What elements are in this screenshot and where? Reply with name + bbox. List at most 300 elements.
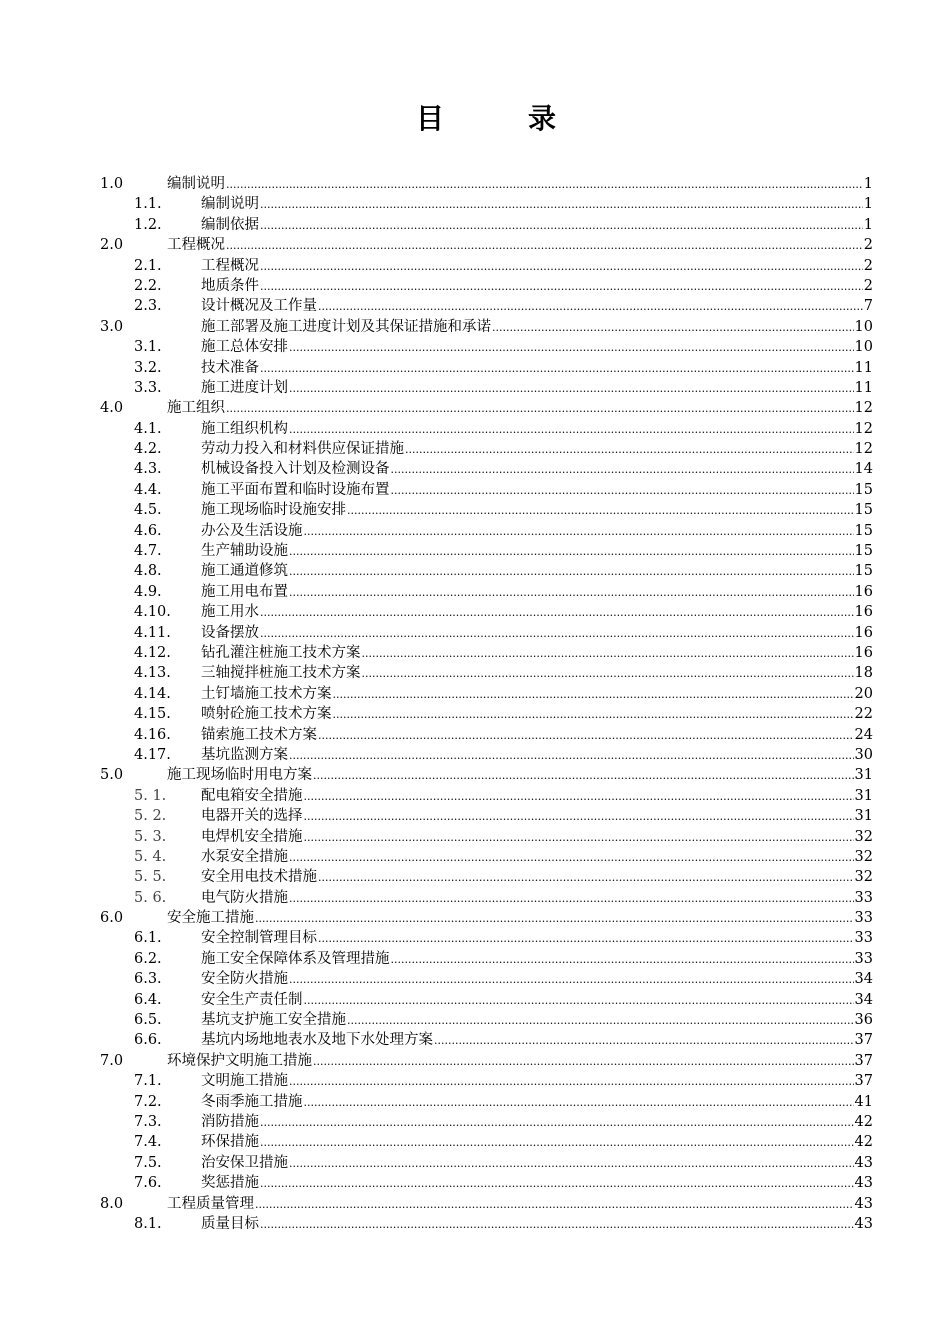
toc-dot-leader [391, 950, 854, 970]
toc-dot-leader [362, 664, 854, 684]
toc-entry-number: 3.0 [100, 318, 124, 335]
toc-entry[interactable] [0, 174, 950, 194]
toc-entry-page-number: 1 [863, 176, 873, 192]
toc-entry-body [201, 500, 873, 521]
toc-entry-label: 土钉墙施工技术方案 [201, 685, 332, 702]
toc-entry-label: 劳动力投入和材料供应保证措施 [201, 441, 404, 458]
toc-entry-body [167, 1194, 873, 1215]
toc-entry-label: 办公及生活设施 [201, 522, 303, 539]
toc-entry-body [201, 256, 873, 277]
toc-entry-body [201, 969, 873, 990]
toc-entry[interactable] [0, 215, 950, 235]
toc-entry[interactable] [0, 704, 950, 724]
toc-entry-label: 工程质量管理 [167, 1195, 254, 1212]
toc-entry-label: 施工部署及施工进度计划及其保证措施和承诺 [201, 318, 491, 335]
toc-entry-page-number: 33 [854, 889, 873, 906]
toc-entry-label: 安全施工措施 [167, 910, 254, 927]
toc-entry-label: 基坑监测方案 [201, 746, 288, 763]
toc-dot-leader [347, 501, 854, 521]
toc-entry-page-number: 16 [854, 624, 873, 641]
toc-entry-body [167, 174, 873, 195]
toc-dot-leader [260, 624, 854, 644]
toc-entry-body [201, 582, 873, 603]
toc-entry-label: 安全用电技术措施 [201, 869, 317, 886]
toc-entry[interactable] [0, 765, 950, 785]
toc-entry-label: 文明施工措施 [201, 1073, 288, 1090]
toc-entry-label: 治安保卫措施 [201, 1154, 288, 1171]
toc-dot-leader [289, 1072, 854, 1092]
toc-dot-leader [260, 277, 863, 297]
toc-entry-number: 1.1. [134, 196, 162, 213]
toc-dot-leader [289, 583, 854, 603]
toc-entry-page-number: 32 [854, 848, 873, 865]
toc-entry[interactable] [0, 419, 950, 439]
toc-entry[interactable] [0, 194, 950, 214]
toc-entry-body [201, 1173, 873, 1194]
toc-dot-leader [289, 420, 854, 440]
toc-entry[interactable] [0, 623, 950, 643]
toc-entry-page-number: 34 [854, 991, 873, 1008]
toc-entry[interactable] [0, 827, 950, 847]
toc-entry-body [201, 745, 873, 766]
toc-entry-label: 电器开关的选择 [201, 808, 303, 825]
toc-entry-label: 环保措施 [201, 1134, 259, 1151]
toc-dot-leader [260, 257, 863, 277]
toc-entry-body [201, 704, 873, 725]
toc-entry[interactable] [0, 990, 950, 1010]
toc-entry[interactable] [0, 1214, 950, 1234]
toc-entry[interactable] [0, 1153, 950, 1173]
toc-entry-page-number: 33 [854, 930, 873, 947]
toc-entry-body [201, 847, 873, 868]
toc-entry-number: 4.10. [134, 604, 171, 621]
toc-entry-page-number: 2 [863, 257, 873, 274]
toc-entry-label: 环境保护文明施工措施 [167, 1052, 312, 1069]
toc-entry-number: 5. 3. [134, 828, 167, 845]
toc-dot-leader [333, 685, 854, 705]
toc-entry-label: 施工现场临时设施安排 [201, 502, 346, 519]
toc-entry-label: 编制说明 [167, 176, 225, 192]
toc-entry[interactable] [0, 276, 950, 296]
toc-entry-page-number: 37 [854, 1032, 873, 1049]
toc-entry[interactable] [0, 521, 950, 541]
title-char-1: 目 [416, 102, 445, 135]
toc-entry-number: 6.0 [100, 910, 124, 927]
toc-entry-page-number: 12 [854, 400, 873, 417]
toc-entry-body [201, 1112, 873, 1133]
toc-entry-body [201, 1010, 873, 1031]
toc-entry-label: 锚索施工技术方案 [201, 726, 317, 743]
toc-entry-body [201, 1071, 873, 1092]
toc-entry-number: 7.5. [134, 1154, 162, 1171]
toc-entry-body [201, 194, 873, 215]
toc-dot-leader [289, 542, 854, 562]
toc-entry-page-number: 16 [854, 644, 873, 661]
toc-entry-body [201, 296, 873, 317]
toc-entry-page-number: 22 [854, 706, 873, 723]
toc-entry-number: 3.3. [134, 379, 162, 396]
toc-entry-label: 编制说明 [201, 196, 259, 213]
toc-entry[interactable] [0, 684, 950, 704]
toc-entry-label: 配电箱安全措施 [201, 787, 303, 804]
toc-entry-label: 水泵安全措施 [201, 848, 288, 865]
toc-entry-label: 编制依据 [201, 216, 259, 233]
table-of-contents [0, 174, 950, 1234]
toc-entry-page-number: 43 [854, 1175, 873, 1192]
toc-entry-page-number: 15 [854, 481, 873, 498]
toc-entry-page-number: 34 [854, 971, 873, 988]
toc-entry-number: 6.2. [134, 950, 162, 967]
toc-entry[interactable] [0, 541, 950, 561]
toc-entry-page-number: 15 [854, 543, 873, 560]
toc-entry-body [201, 276, 873, 297]
toc-entry-page-number: 42 [854, 1134, 873, 1151]
toc-entry[interactable] [0, 561, 950, 581]
toc-entry-number: 4.7. [134, 543, 162, 560]
toc-entry[interactable] [0, 296, 950, 316]
toc-entry-body [201, 1132, 873, 1153]
toc-entry-number: 4.3. [134, 461, 162, 478]
toc-dot-leader [260, 603, 854, 623]
toc-entry-number: 5. 5. [134, 869, 167, 886]
toc-entry-number: 4.8. [134, 563, 162, 580]
toc-entry-body [201, 867, 873, 888]
toc-entry-page-number: 2 [863, 277, 873, 294]
toc-entry-number: 7.6. [134, 1175, 162, 1192]
toc-dot-leader [289, 1154, 854, 1174]
toc-entry-number: 7.4. [134, 1134, 162, 1151]
toc-entry[interactable] [0, 1092, 950, 1112]
toc-entry-number: 4.1. [134, 420, 162, 437]
toc-entry-label: 基坑支护施工安全措施 [201, 1012, 346, 1029]
toc-entry-number: 3.2. [134, 359, 162, 376]
toc-dot-leader [260, 1133, 854, 1153]
toc-entry-page-number: 10 [854, 318, 873, 335]
toc-entry[interactable] [0, 908, 950, 928]
toc-entry-page-number: 30 [854, 746, 873, 763]
toc-entry-number: 4.4. [134, 481, 162, 498]
toc-dot-leader [391, 460, 854, 480]
toc-entry-number: 4.2. [134, 441, 162, 458]
toc-entry-page-number: 16 [854, 604, 873, 621]
toc-entry[interactable] [0, 378, 950, 398]
toc-dot-leader [260, 216, 863, 236]
toc-dot-leader [434, 1031, 854, 1051]
toc-entry-label: 安全生产责任制 [201, 991, 303, 1008]
toc-entry-label: 施工组织机构 [201, 420, 288, 437]
toc-entry-body [201, 663, 873, 684]
toc-entry-number: 3.1. [134, 339, 162, 356]
toc-entry-label: 技术准备 [201, 359, 259, 376]
toc-entry-body [201, 439, 873, 460]
toc-dot-leader [304, 828, 854, 848]
toc-entry-body [201, 949, 873, 970]
toc-entry-page-number: 12 [854, 420, 873, 437]
toc-entry-body [201, 623, 873, 644]
toc-dot-leader [260, 1215, 854, 1235]
toc-dot-leader [362, 644, 854, 664]
toc-entry-body [201, 806, 873, 827]
toc-entry[interactable] [0, 1194, 950, 1214]
toc-dot-leader [304, 522, 854, 542]
toc-entry-number: 4.13. [134, 665, 171, 682]
toc-entry-body [167, 1051, 873, 1072]
toc-entry[interactable] [0, 725, 950, 745]
toc-entry-number: 5.0 [100, 767, 124, 784]
toc-entry-number: 4.11. [134, 624, 171, 641]
toc-dot-leader [313, 766, 854, 786]
toc-entry-page-number: 32 [854, 869, 873, 886]
toc-entry-body [201, 215, 873, 236]
toc-dot-leader [304, 991, 854, 1011]
toc-entry-label: 施工总体安排 [201, 339, 288, 356]
toc-entry-number: 6.4. [134, 991, 162, 1008]
toc-entry-number: 4.16. [134, 726, 171, 743]
toc-entry-page-number: 15 [854, 502, 873, 519]
toc-entry[interactable] [0, 1173, 950, 1193]
toc-entry-body [167, 765, 873, 786]
toc-entry[interactable] [0, 663, 950, 683]
toc-entry-number: 5. 1. [134, 787, 167, 804]
toc-entry-body [201, 561, 873, 582]
toc-entry[interactable] [0, 867, 950, 887]
toc-entry[interactable] [0, 1071, 950, 1091]
toc-entry-number: 4.17. [134, 746, 171, 763]
toc-dot-leader [255, 1195, 854, 1215]
toc-entry-page-number: 15 [854, 522, 873, 539]
toc-dot-leader [289, 338, 854, 358]
toc-entry-number: 1.2. [134, 216, 162, 233]
toc-entry-body [201, 990, 873, 1011]
toc-entry-body [201, 521, 873, 542]
toc-entry-number: 4.14. [134, 685, 171, 702]
toc-dot-leader [226, 399, 854, 419]
toc-entry-number: 8.0 [100, 1195, 124, 1212]
toc-entry-body [201, 358, 873, 379]
toc-dot-leader [289, 562, 854, 582]
toc-entry-label: 设计概况及工作量 [201, 298, 317, 315]
toc-entry-label: 生产辅助设施 [201, 543, 288, 560]
toc-entry-number: 5. 6. [134, 889, 167, 906]
toc-entry-body [201, 480, 873, 501]
toc-entry-number: 7.0 [100, 1052, 124, 1069]
toc-entry-number: 5. 4. [134, 848, 167, 865]
toc-entry-page-number: 41 [854, 1093, 873, 1110]
toc-entry-number: 2.3. [134, 298, 162, 315]
toc-entry-page-number: 31 [854, 767, 873, 784]
toc-entry[interactable] [0, 358, 950, 378]
toc-entry-number: 8.1. [134, 1215, 162, 1232]
toc-entry-page-number: 33 [854, 950, 873, 967]
toc-entry[interactable] [0, 459, 950, 479]
toc-entry[interactable] [0, 643, 950, 663]
toc-dot-leader [318, 297, 863, 317]
toc-entry-page-number: 10 [854, 339, 873, 356]
toc-entry-number: 1.0 [100, 176, 124, 192]
toc-entry-number: 4.5. [134, 502, 162, 519]
toc-dot-leader [289, 379, 854, 399]
toc-entry-label: 安全防火措施 [201, 971, 288, 988]
toc-entry-label: 基坑内场地地表水及地下水处理方案 [201, 1032, 433, 1049]
toc-entry-page-number: 12 [854, 441, 873, 458]
toc-entry-page-number: 32 [854, 828, 873, 845]
toc-entry-body [201, 378, 873, 399]
toc-entry-label: 施工进度计划 [201, 379, 288, 396]
toc-entry-body [201, 786, 873, 807]
toc-dot-leader [289, 746, 854, 766]
toc-entry[interactable] [0, 786, 950, 806]
toc-entry[interactable] [0, 888, 950, 908]
toc-entry-number: 4.9. [134, 583, 162, 600]
toc-entry[interactable] [0, 480, 950, 500]
toc-entry-label: 施工平面布置和临时设施布置 [201, 481, 390, 498]
toc-dot-leader [289, 848, 854, 868]
toc-entry-page-number: 37 [854, 1073, 873, 1090]
toc-entry[interactable] [0, 398, 950, 418]
toc-dot-leader [304, 807, 854, 827]
toc-entry-body [201, 1214, 873, 1235]
toc-entry[interactable] [0, 969, 950, 989]
toc-entry-label: 三轴搅拌桩施工技术方案 [201, 665, 361, 682]
toc-entry[interactable] [0, 806, 950, 826]
toc-entry-label: 工程概况 [167, 237, 225, 254]
toc-entry-label: 施工现场临时用电方案 [167, 767, 312, 784]
toc-entry-body [201, 827, 873, 848]
toc-entry-body [201, 317, 873, 338]
toc-entry[interactable] [0, 337, 950, 357]
toc-entry-body [201, 1153, 873, 1174]
toc-entry-number: 4.15. [134, 706, 171, 723]
toc-entry[interactable] [0, 317, 950, 337]
toc-entry[interactable] [0, 1132, 950, 1152]
toc-entry-page-number: 42 [854, 1113, 873, 1130]
toc-entry[interactable] [0, 847, 950, 867]
toc-dot-leader [260, 195, 863, 215]
toc-entry-page-number: 43 [854, 1195, 873, 1212]
toc-dot-leader [318, 929, 854, 949]
toc-dot-leader [260, 359, 854, 379]
toc-entry-number: 7.2. [134, 1093, 162, 1110]
toc-entry-page-number: 15 [854, 563, 873, 580]
toc-entry-number: 2.0 [100, 237, 124, 254]
toc-entry-number: 2.1. [134, 257, 162, 274]
toc-entry-number: 6.1. [134, 930, 162, 947]
toc-dot-leader [333, 705, 854, 725]
toc-dot-leader [260, 1174, 854, 1194]
toc-entry-page-number: 1 [863, 196, 873, 213]
toc-entry-page-number: 11 [854, 359, 873, 376]
toc-dot-leader [260, 1113, 854, 1133]
toc-entry-number: 6.5. [134, 1012, 162, 1029]
title-char-2: 录 [528, 102, 557, 135]
toc-entry[interactable] [0, 256, 950, 276]
toc-entry[interactable] [0, 582, 950, 602]
toc-entry-number: 6.6. [134, 1032, 162, 1049]
toc-entry-label: 设备摆放 [201, 624, 259, 641]
toc-entry-body [201, 888, 873, 909]
toc-entry-body [167, 908, 873, 929]
toc-entry[interactable] [0, 1051, 950, 1071]
toc-entry-label: 施工通道修筑 [201, 563, 288, 580]
toc-entry[interactable] [0, 745, 950, 765]
toc-entry[interactable] [0, 1030, 950, 1050]
toc-entry[interactable] [0, 949, 950, 969]
toc-dot-leader [313, 1052, 854, 1072]
toc-dot-leader [226, 236, 863, 256]
toc-entry-body [201, 684, 873, 705]
toc-entry-body [201, 643, 873, 664]
toc-entry-label: 施工安全保障体系及管理措施 [201, 950, 390, 967]
toc-entry-page-number: 14 [854, 461, 873, 478]
toc-entry-body [167, 398, 873, 419]
toc-entry[interactable] [0, 1010, 950, 1030]
toc-entry-label: 工程概况 [201, 257, 259, 274]
toc-entry-body [201, 928, 873, 949]
toc-entry-number: 6.3. [134, 971, 162, 988]
toc-entry-page-number: 2 [863, 237, 873, 254]
toc-entry-label: 施工用电布置 [201, 583, 288, 600]
toc-entry-label: 电焊机安全措施 [201, 828, 303, 845]
toc-entry-body [201, 1030, 873, 1051]
toc-entry-body [167, 235, 873, 256]
toc-entry-label: 地质条件 [201, 277, 259, 294]
toc-entry-number: 2.2. [134, 277, 162, 294]
toc-entry-number: 7.3. [134, 1113, 162, 1130]
toc-entry[interactable] [0, 602, 950, 622]
toc-entry-label: 电气防火措施 [201, 889, 288, 906]
toc-entry-number: 4.6. [134, 522, 162, 539]
toc-entry-page-number: 33 [854, 910, 873, 927]
toc-entry-number: 4.0 [100, 400, 124, 417]
toc-entry-label: 钻孔灌注桩施工技术方案 [201, 644, 361, 661]
toc-entry-label: 机械设备投入计划及检测设备 [201, 461, 390, 478]
toc-entry-number: 7.1. [134, 1073, 162, 1090]
toc-entry-page-number: 43 [854, 1215, 873, 1232]
toc-entry-page-number: 24 [854, 726, 873, 743]
toc-entry-page-number: 1 [863, 216, 873, 233]
toc-dot-leader [347, 1011, 854, 1031]
toc-entry-page-number: 37 [854, 1052, 873, 1069]
toc-entry-label: 奖惩措施 [201, 1175, 259, 1192]
toc-dot-leader [492, 318, 854, 338]
toc-entry-body [201, 725, 873, 746]
toc-dot-leader [289, 970, 854, 990]
toc-entry-page-number: 31 [854, 787, 873, 804]
toc-entry-page-number: 16 [854, 583, 873, 600]
toc-entry-label: 消防措施 [201, 1113, 259, 1130]
toc-entry[interactable] [0, 1112, 950, 1132]
toc-entry-body [201, 337, 873, 358]
toc-entry[interactable] [0, 500, 950, 520]
toc-entry-label: 施工用水 [201, 604, 259, 621]
toc-dot-leader [289, 889, 854, 909]
toc-entry[interactable] [0, 235, 950, 255]
toc-entry-page-number: 7 [863, 298, 873, 315]
toc-dot-leader [304, 1093, 854, 1113]
toc-entry-number: 5. 2. [134, 808, 167, 825]
toc-entry-body [201, 419, 873, 440]
toc-entry-page-number: 36 [854, 1012, 873, 1029]
toc-entry-label: 喷射砼施工技术方案 [201, 706, 332, 723]
toc-entry[interactable] [0, 928, 950, 948]
toc-entry-body [201, 459, 873, 480]
toc-entry-page-number: 43 [854, 1154, 873, 1171]
toc-entry-page-number: 20 [854, 685, 873, 702]
toc-entry-body [201, 1092, 873, 1113]
toc-entry[interactable] [0, 439, 950, 459]
toc-entry-label: 施工组织 [167, 400, 225, 417]
toc-dot-leader [318, 868, 854, 888]
